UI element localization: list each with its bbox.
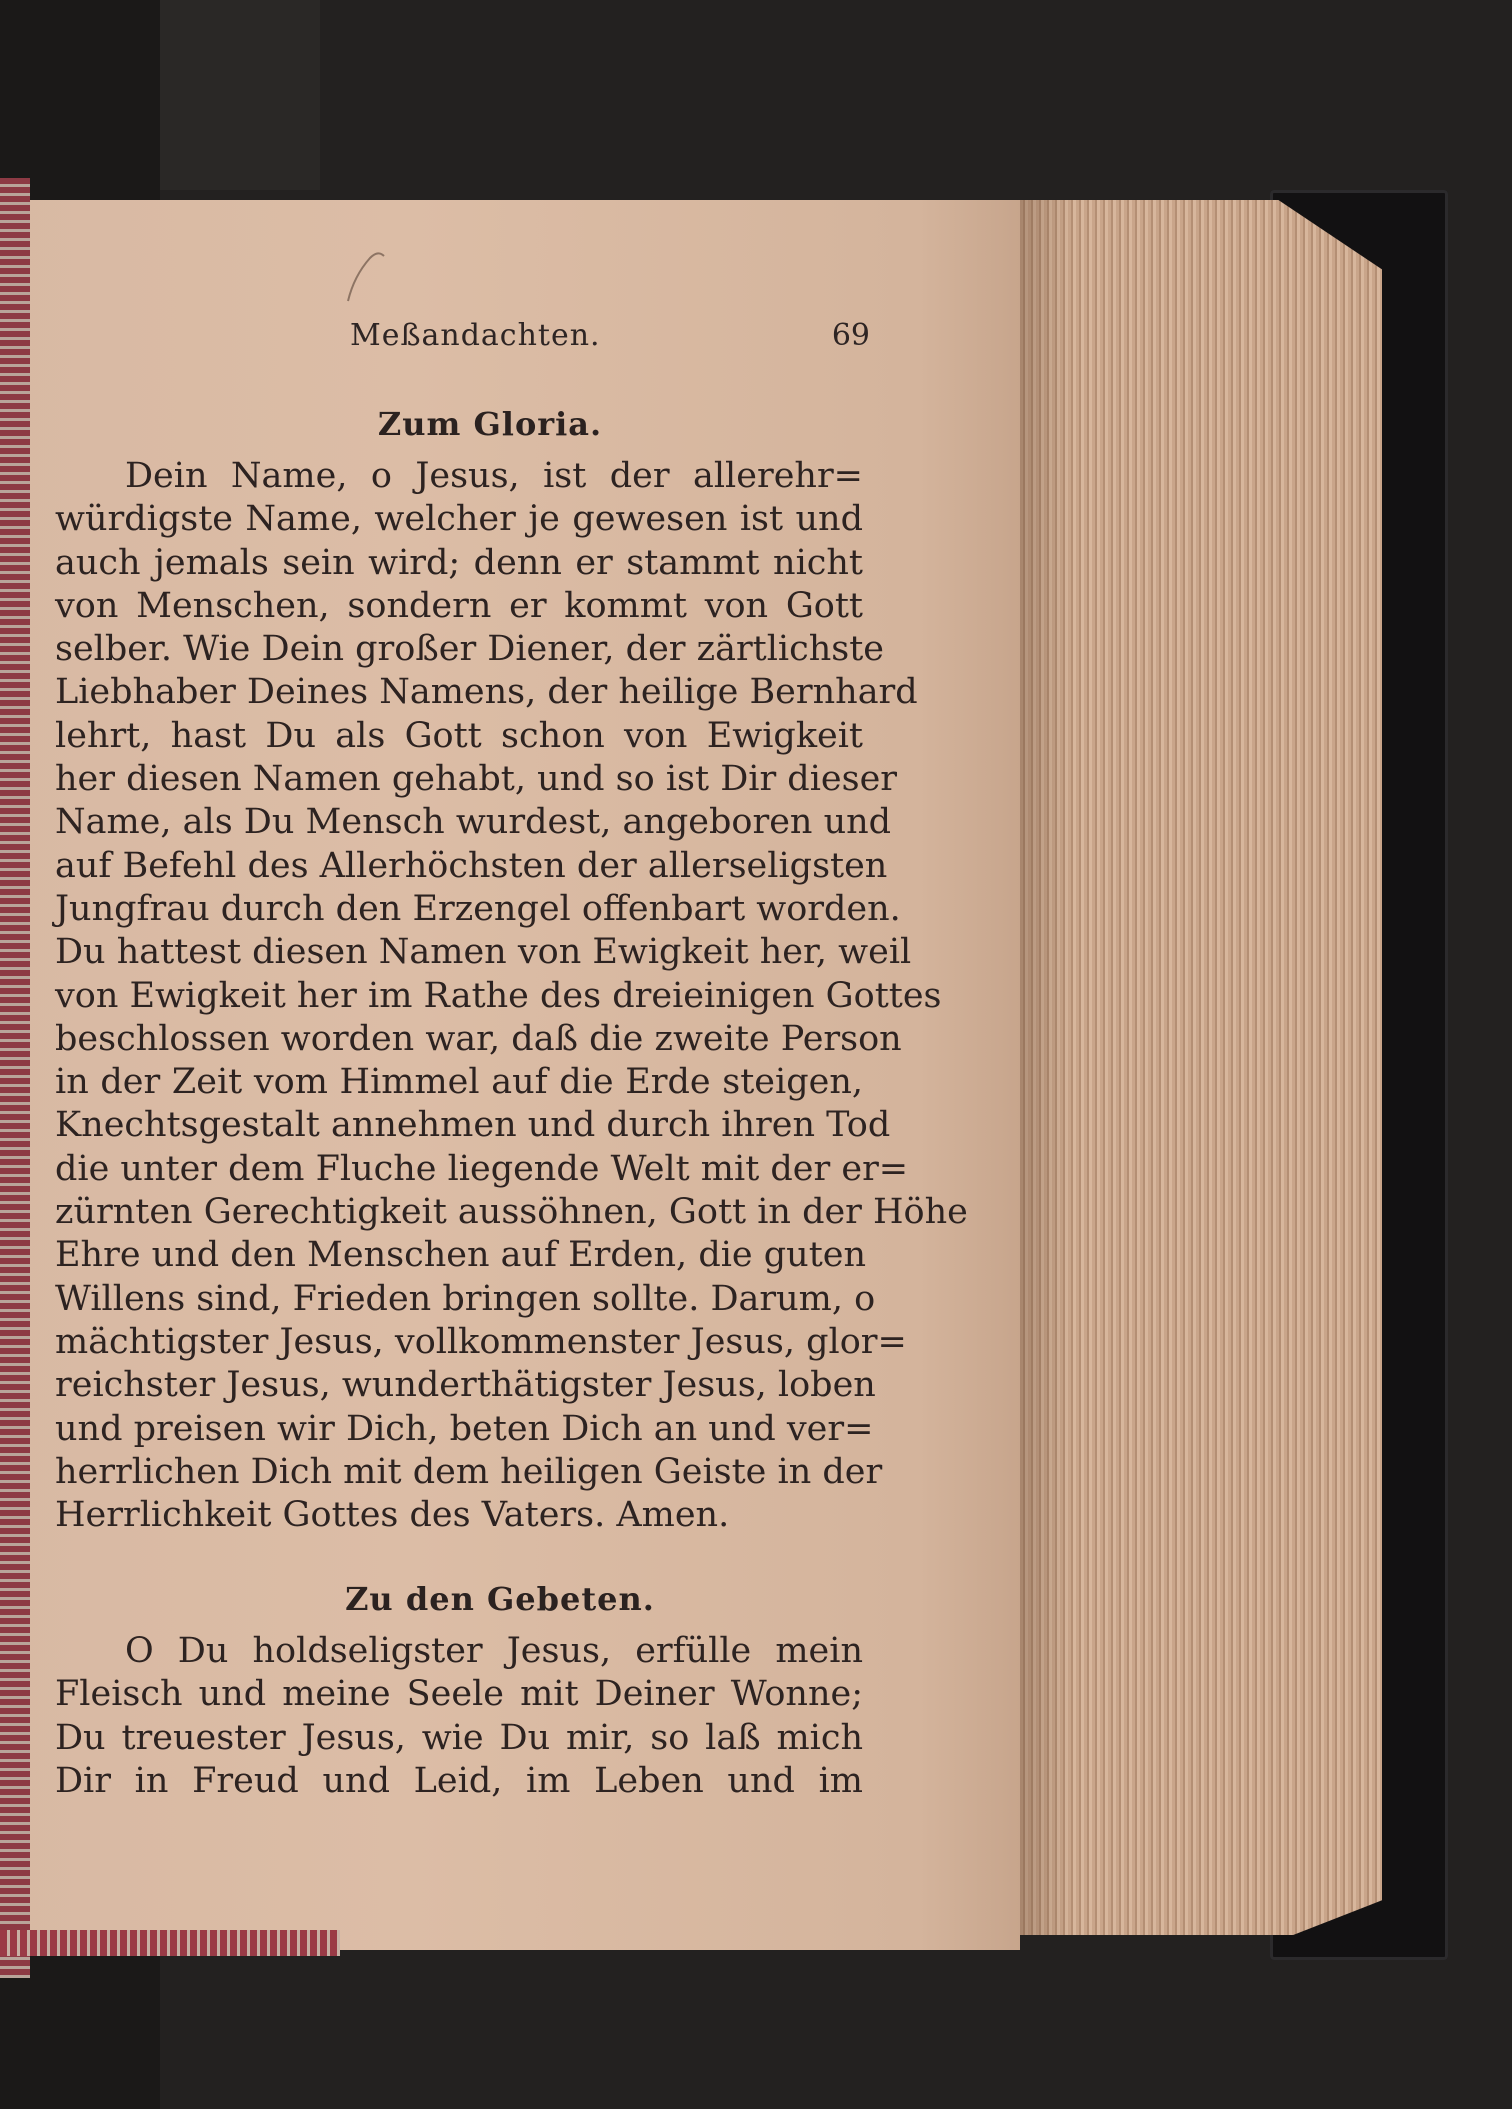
page-number: 69 [831, 318, 870, 353]
paragraph [55, 1630, 863, 1803]
text-line: Dein Name, o Jesus, ist der allerehr= [125, 456, 863, 496]
text-line: reichster Jesus, wunderthätigster Jesus, loben [55, 1365, 876, 1406]
text-line: auch jemals sein wird; denn er stammt nicht [55, 542, 863, 583]
text-line: Dir in Freud und Leid, im Leben und im [55, 1760, 863, 1801]
text-line: herrlichen Dich mit dem heiligen Geiste in der [55, 1451, 883, 1492]
text-line: mächtigster Jesus, vollkommenster Jesus, glor= [55, 1321, 907, 1362]
page-edge-bottom [0, 1930, 340, 1956]
text-line: von Ewigkeit her im Rathe des dreieinigen Gottes [55, 975, 942, 1016]
text-line: selber. Wie Dein großer Diener, der zärtlichste [55, 629, 885, 670]
text-line: würdigste Name, welcher je gewesen ist und [55, 499, 863, 540]
text-line: Fleisch und meine Seele mit Deiner Wonne; [55, 1674, 863, 1715]
paragraph [55, 455, 968, 1537]
running-head [350, 318, 870, 368]
pencil-mark [340, 246, 400, 306]
section-title: Zu den Gebeten. [345, 1580, 655, 1618]
text-line: Knechtsgestalt annehmen und durch ihren Tod [55, 1105, 891, 1146]
text-line: lehrt, hast Du als Gott schon von Ewigkeit [55, 715, 863, 756]
text-line: Jungfrau durch den Erzengel offenbart worden. [55, 888, 901, 929]
text-line: Liebhaber Deines Namens, der heilige Bernhard [55, 672, 918, 713]
background-strip [160, 0, 320, 190]
text-line: auf Befehl des Allerhöchsten der allerseligsten [55, 845, 888, 886]
text-line: und preisen wir Dich, beten Dich an und ver= [55, 1408, 874, 1449]
text-line: die unter dem Fluche liegende Welt mit der er= [55, 1148, 909, 1189]
text-line: Name, als Du Mensch wurdest, angeboren und [55, 802, 892, 843]
text-line: her diesen Namen gehabt, und so ist Dir dieser [55, 759, 898, 800]
text-line: Du treuester Jesus, wie Du mir, so laß mich [55, 1717, 863, 1758]
text-line: Ehre und den Menschen auf Erden, die guten [55, 1235, 867, 1276]
text-line: zürnten Gerechtigkeit aussöhnen, Gott in der Höhe [55, 1192, 968, 1233]
page-edge-left [0, 178, 30, 1978]
section-title: Zum Gloria. [377, 405, 603, 443]
text-line: Herrlichkeit Gottes des Vaters. Amen. [55, 1495, 730, 1536]
text-line: von Menschen, sondern er kommt von Gott [55, 585, 863, 626]
running-title: Meßandachten. [350, 318, 601, 353]
text-line: Willens sind, Frieden bringen sollte. Darum, o [55, 1278, 876, 1319]
text-line: Du hattest diesen Namen von Ewigkeit her, weil [55, 932, 912, 973]
text-line: beschlossen worden war, daß die zweite Person [55, 1018, 902, 1059]
text-line: O Du holdseligster Jesus, erfülle mein [125, 1631, 863, 1671]
fore-edge-shadow [1012, 200, 1072, 1935]
text-line: in der Zeit vom Himmel auf die Erde steigen, [55, 1062, 863, 1103]
